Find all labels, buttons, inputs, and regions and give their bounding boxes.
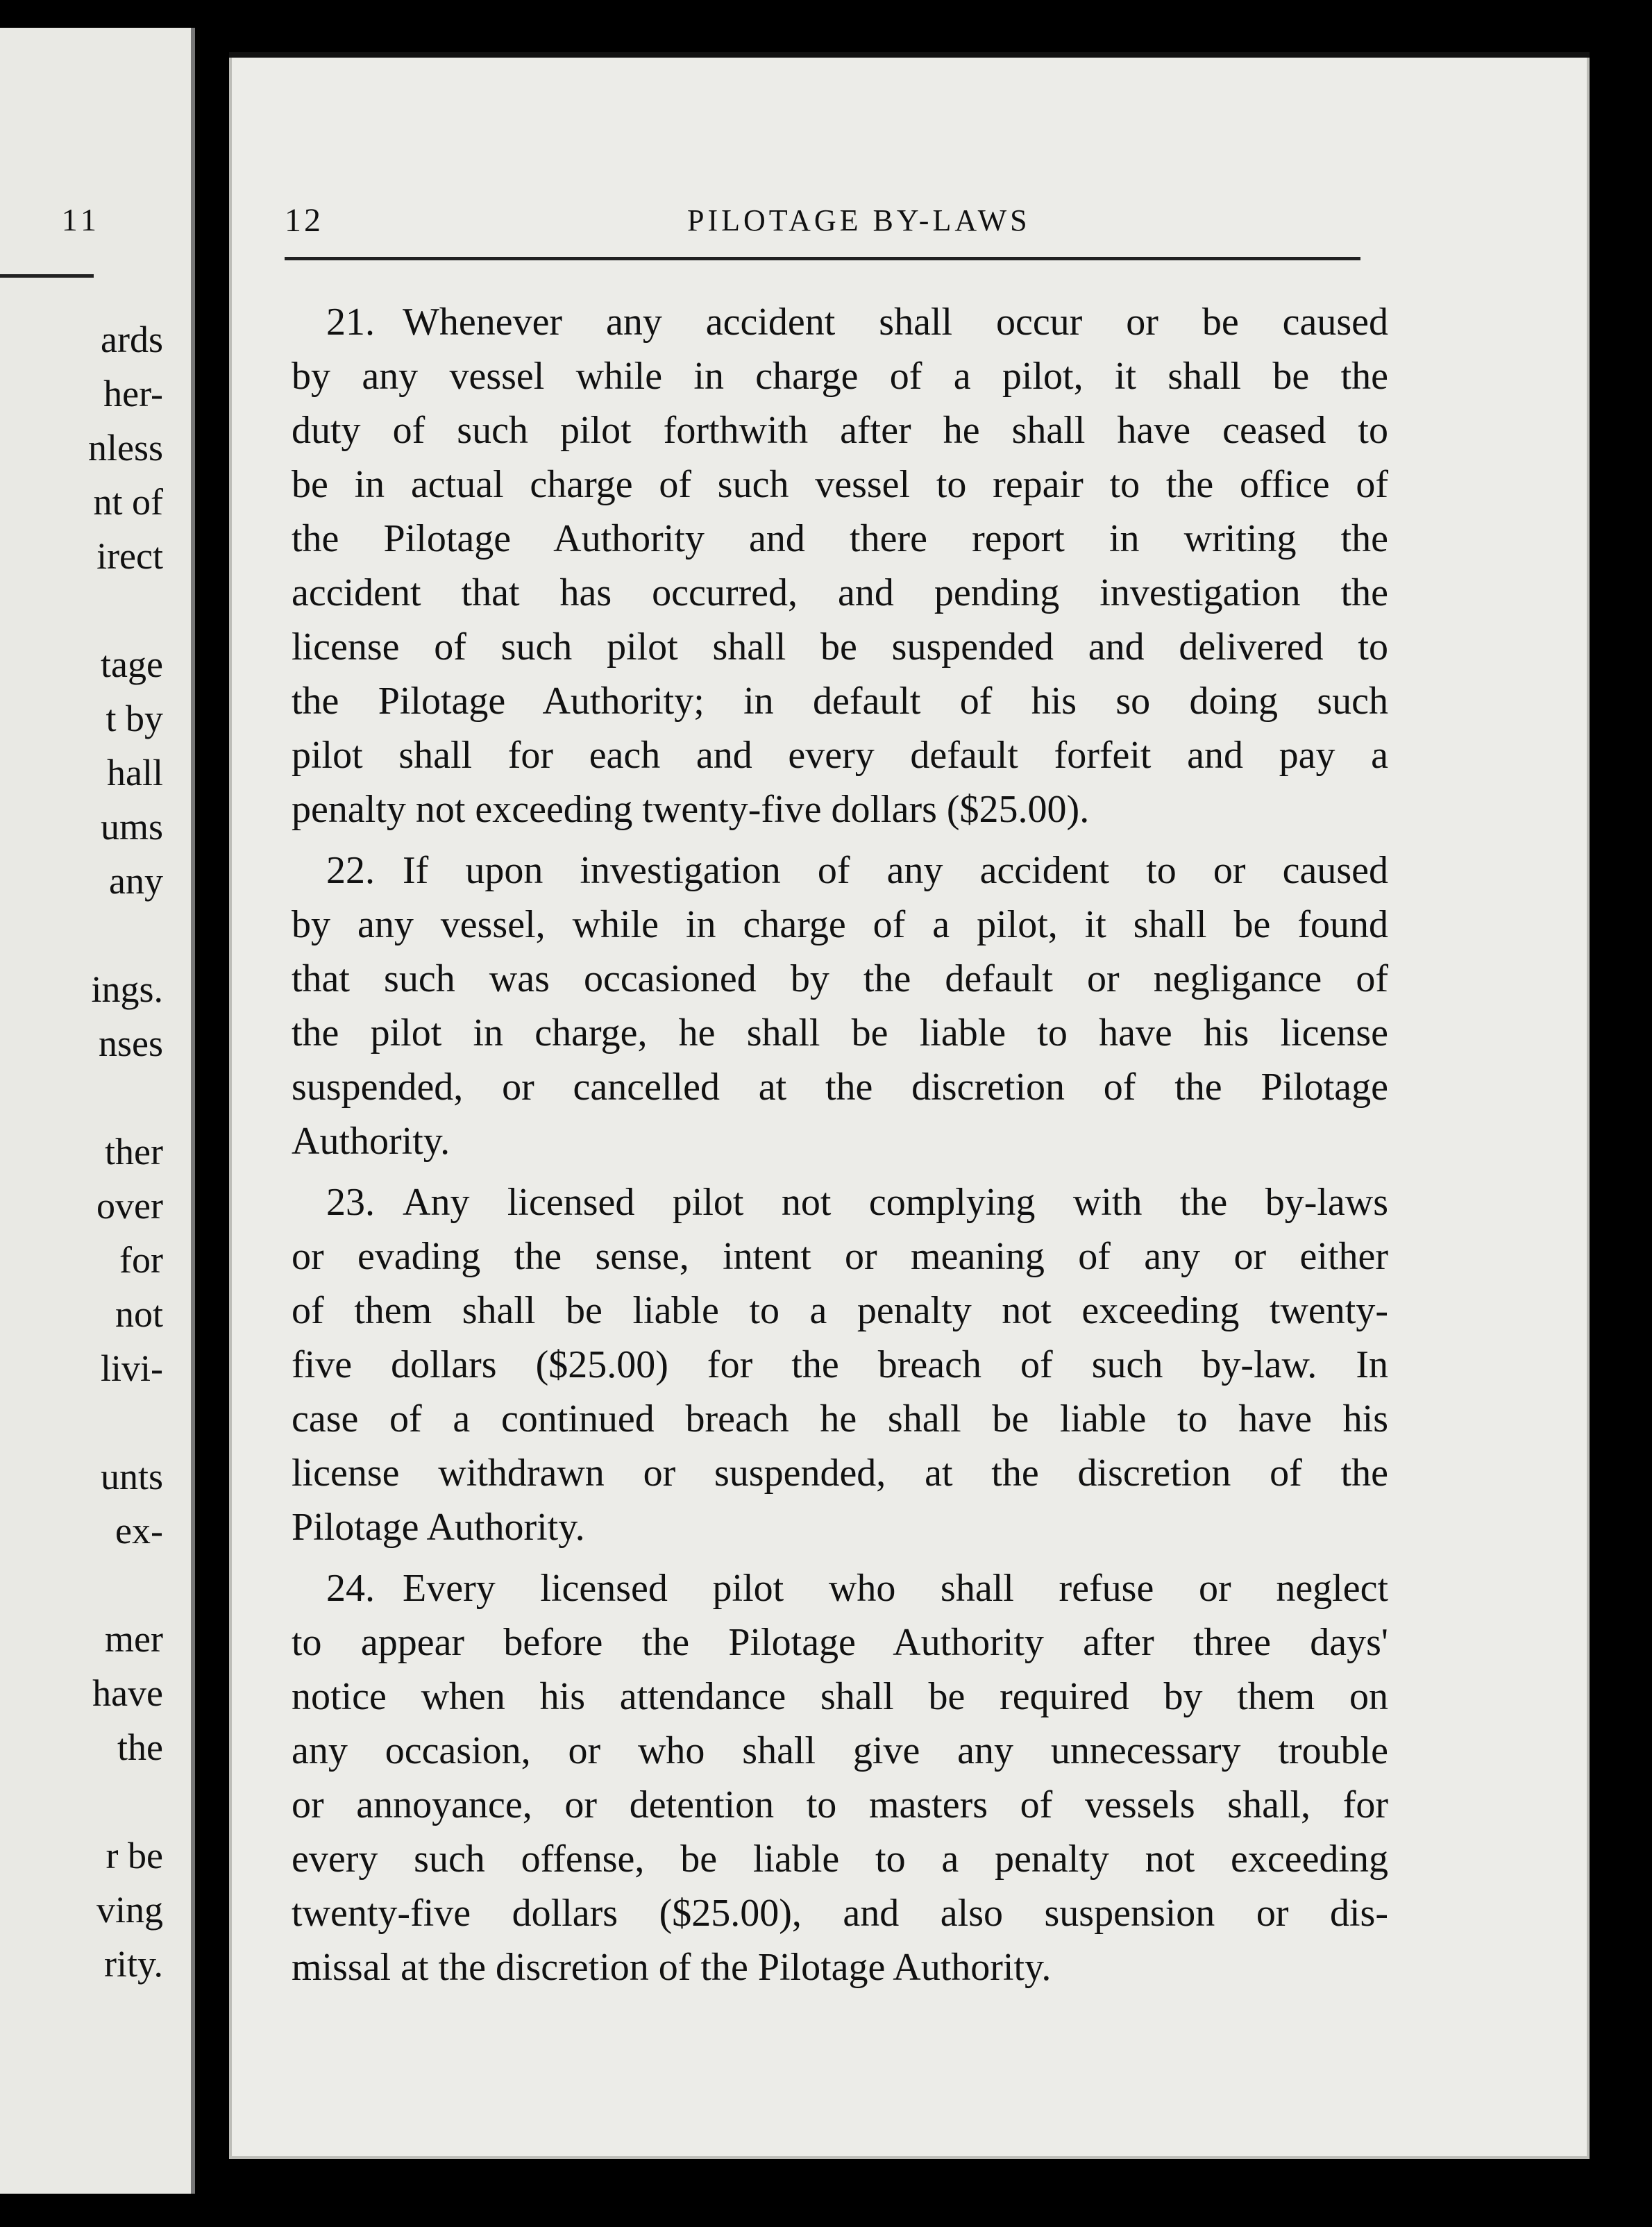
- line-text: license withdrawn or suspended, at the discretion of the: [292, 1452, 1388, 1495]
- text-line: [292, 1500, 1388, 1554]
- text-line: [292, 1724, 1388, 1778]
- bylaw-paragraph: [292, 1175, 1388, 1554]
- line-text: the Pilotage Authority; in default of his so doing such: [292, 680, 1388, 723]
- left-line-fragment: ex-: [115, 1510, 163, 1552]
- line-text: twenty-five dollars ($25.00), and also suspension or dis-: [292, 1892, 1388, 1935]
- text-line: [292, 620, 1388, 674]
- line-text: missal at the discretion of the Pilotage Authority.: [292, 1946, 1052, 1989]
- paragraph-number: 23.: [326, 1181, 375, 1224]
- text-line: [292, 566, 1388, 620]
- line-text: the pilot in charge, he shall be liable to have his license: [292, 1011, 1388, 1054]
- text-line: [292, 843, 1388, 898]
- running-title: PILOTAGE BY-LAWS: [687, 203, 1031, 237]
- left-line-fragment: [88, 1070, 163, 1125]
- left-line-fragment: tage: [101, 644, 163, 685]
- text-line: [292, 1284, 1388, 1338]
- header-rule: [285, 257, 1360, 260]
- left-line-fragment: mer: [105, 1618, 163, 1660]
- line-text: every such offense, be liable to a penalty not exceeding: [292, 1838, 1388, 1881]
- left-line-fragment: [88, 1395, 163, 1449]
- paragraph-number: 24.: [326, 1567, 375, 1610]
- line-text: by any vessel, while in charge of a pilot, it shall be found: [292, 903, 1388, 946]
- paragraph-number: 22.: [326, 849, 375, 892]
- left-line-fragment: [88, 908, 163, 962]
- bylaw-paragraph: [292, 1561, 1388, 1994]
- text-line: [292, 512, 1388, 566]
- left-line-fragment: not: [115, 1293, 163, 1335]
- left-line-fragment: nses: [99, 1023, 163, 1064]
- text-line: [292, 1114, 1388, 1168]
- text-line: [292, 1392, 1388, 1446]
- left-line-fragment: unts: [100, 1456, 163, 1497]
- text-line: [292, 349, 1388, 403]
- left-line-fragment: rity.: [104, 1943, 163, 1985]
- line-text: or evading the sense, intent or meaning of any or either: [292, 1235, 1388, 1278]
- left-line-fragment: her-: [103, 373, 163, 414]
- text-line: [292, 1060, 1388, 1114]
- left-line-fragment: ards: [101, 319, 163, 360]
- line-text: license of such pilot shall be suspended and delivered to: [292, 625, 1388, 669]
- page-number: 12: [285, 202, 323, 239]
- left-header-rule: [0, 274, 94, 278]
- left-line-fragment: ings.: [91, 968, 163, 1010]
- line-text: duty of such pilot forthwith after he shall have ceased to: [292, 409, 1388, 452]
- left-line-fragment: r be: [106, 1835, 163, 1876]
- line-text: be in actual charge of such vessel to repair to the office of: [292, 463, 1388, 506]
- left-line-fragment: ums: [100, 806, 163, 848]
- line-text: If upon investigation of any accident to or caused: [403, 849, 1388, 892]
- text-line: [292, 295, 1388, 349]
- text-line: [292, 1670, 1388, 1724]
- text-line: [292, 952, 1388, 1006]
- left-line-fragment: [88, 1558, 163, 1612]
- text-line: [292, 1006, 1388, 1060]
- line-text: that such was occasioned by the default or negligance of: [292, 957, 1388, 1000]
- text-line: [292, 674, 1388, 728]
- line-text: Every licensed pilot who shall refuse or neglect: [403, 1567, 1388, 1610]
- left-line-fragment: ther: [105, 1131, 163, 1173]
- line-text: to appear before the Pilotage Authority after three days': [292, 1621, 1388, 1664]
- left-page-text: [88, 312, 163, 1991]
- line-text: notice when his attendance shall be required by them on: [292, 1675, 1388, 1718]
- line-text: by any vessel while in charge of a pilot, it shall be the: [292, 355, 1388, 398]
- left-line-fragment: livi-: [101, 1347, 163, 1389]
- line-text: Pilotage Authority.: [292, 1506, 585, 1549]
- text-line: [292, 1832, 1388, 1886]
- line-text: pilot shall for each and every default forfeit and pay a: [292, 734, 1388, 777]
- line-text: of them shall be liable to a penalty not exceeding twenty-: [292, 1289, 1388, 1332]
- text-line: [292, 1446, 1388, 1500]
- text-line: [292, 1615, 1388, 1670]
- line-text: suspended, or cancelled at the discretion of the Pilotage: [292, 1066, 1388, 1109]
- text-line: [292, 1886, 1388, 1940]
- line-text: Whenever any accident shall occur or be caused: [403, 301, 1388, 344]
- line-text: or annoyance, or detention to masters of vessels shall, for: [292, 1783, 1388, 1826]
- line-text: accident that has occurred, and pending investigation the: [292, 571, 1388, 614]
- left-line-fragment: t by: [106, 698, 163, 739]
- left-line-fragment: the: [117, 1726, 163, 1768]
- line-text: any occasion, or who shall give any unnecessary trouble: [292, 1729, 1388, 1772]
- bylaw-paragraph: [292, 843, 1388, 1168]
- line-text: penalty not exceeding twenty-five dollars ($25.00).: [292, 788, 1090, 831]
- text-line: [292, 1561, 1388, 1615]
- page-top-rule: [229, 52, 1590, 58]
- text-line: [292, 403, 1388, 457]
- line-text: Any licensed pilot not complying with the by-laws: [403, 1181, 1388, 1224]
- text-line: [292, 782, 1388, 837]
- left-line-fragment: for: [119, 1239, 163, 1281]
- line-text: Authority.: [292, 1120, 450, 1163]
- line-text: case of a continued breach he shall be liable to have his: [292, 1397, 1388, 1440]
- line-text: five dollars ($25.00) for the breach of such by-law. In: [292, 1343, 1388, 1386]
- bylaw-paragraph: [292, 295, 1388, 837]
- left-line-fragment: [88, 1774, 163, 1829]
- left-line-fragment: nt of: [93, 481, 163, 523]
- text-line: [292, 1778, 1388, 1832]
- left-line-fragment: nless: [88, 427, 163, 469]
- left-page-fragment: [0, 28, 195, 2194]
- left-line-fragment: ving: [96, 1889, 163, 1931]
- left-line-fragment: hall: [107, 752, 163, 793]
- page-body: [292, 295, 1388, 2001]
- left-line-fragment: over: [96, 1185, 163, 1227]
- text-line: [292, 728, 1388, 782]
- text-line: [292, 898, 1388, 952]
- line-text: the Pilotage Authority and there report in writing the: [292, 517, 1388, 560]
- paragraph-number: 21.: [326, 301, 375, 344]
- text-line: [292, 1338, 1388, 1392]
- text-line: [292, 1229, 1388, 1284]
- left-line-fragment: irect: [96, 535, 163, 577]
- text-line: [292, 1175, 1388, 1229]
- left-page-number: 11: [61, 202, 101, 237]
- left-line-fragment: [88, 583, 163, 637]
- text-line: [292, 1940, 1388, 1994]
- text-line: [292, 457, 1388, 512]
- left-line-fragment: any: [109, 860, 163, 902]
- left-line-fragment: have: [92, 1672, 163, 1714]
- scan-edge: [1596, 0, 1652, 2227]
